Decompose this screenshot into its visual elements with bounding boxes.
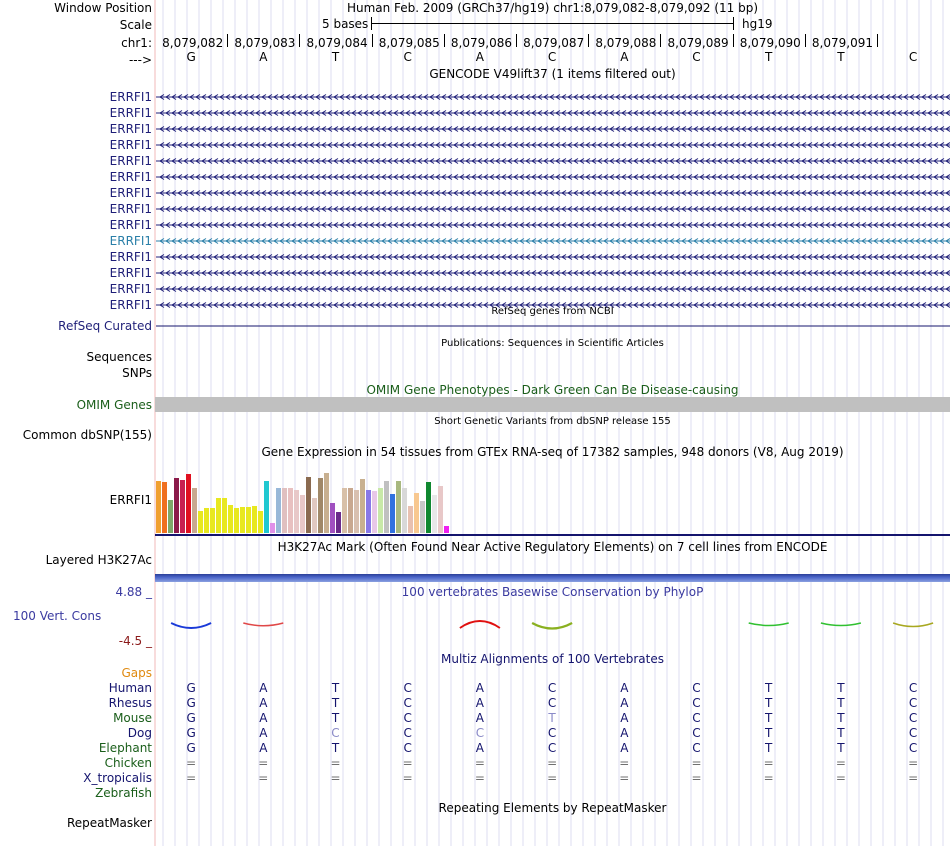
base-letter: G <box>186 50 196 64</box>
alignment-base: C <box>403 741 412 755</box>
alignment-base: = <box>330 771 341 785</box>
alignment-base: C <box>547 681 557 695</box>
alignment-base: = <box>691 771 702 785</box>
alignment-base: T <box>331 711 340 725</box>
phylop-mark <box>243 623 283 626</box>
alignment-base: = <box>186 756 197 770</box>
omim-label[interactable]: OMIM Genes <box>76 398 152 412</box>
alignment-base: = <box>474 756 485 770</box>
alignment-base: T <box>331 741 340 755</box>
sequences-label[interactable]: Sequences <box>86 350 152 364</box>
species-label[interactable]: Elephant <box>98 741 152 755</box>
alignment-base: G <box>186 696 196 710</box>
base-letter: C <box>692 50 701 64</box>
alignment-base: C <box>403 696 412 710</box>
alignment-base: = <box>474 771 485 785</box>
alignment-base: = <box>402 756 413 770</box>
alignment-base: = <box>908 771 919 785</box>
alignment-base: A <box>620 681 629 695</box>
base-letter: A <box>259 50 268 64</box>
alignment-base: A <box>475 741 484 755</box>
gencode-gene-label[interactable]: ERRFI1 <box>109 90 152 104</box>
position-label: 8,079,084 <box>306 36 368 50</box>
phylop-mark <box>893 623 933 627</box>
alignment-base: G <box>186 726 196 740</box>
alignment-base: = <box>258 756 269 770</box>
alignment-base: A <box>259 711 268 725</box>
alignment-base: T <box>331 696 340 710</box>
alignment-base: = <box>258 771 269 785</box>
dbsnp-label[interactable]: Common dbSNP(155) <box>22 428 152 442</box>
base-letter: C <box>403 50 412 64</box>
phylop-min-label: -4.5 _ <box>118 634 152 648</box>
alignment-base: G <box>186 681 196 695</box>
phylop-track-title[interactable]: 100 vertebrates Basewise Conservation by PhyloP <box>401 585 704 599</box>
alignment-base: = <box>619 756 630 770</box>
alignment-base: A <box>475 681 484 695</box>
species-label[interactable]: X_tropicalis <box>83 771 152 785</box>
alignment-base: T <box>837 696 845 710</box>
alignment-base: A <box>259 726 268 740</box>
omim-track-title[interactable]: OMIM Gene Phenotypes - Dark Green Can Be Disease-causing <box>366 383 739 397</box>
alignment-base: T <box>331 681 340 695</box>
position-label: 8,079,087 <box>523 36 585 50</box>
alignment-base: = <box>763 771 774 785</box>
base-letter: A <box>475 50 484 64</box>
base-letter: T <box>837 50 845 64</box>
alignment-base: A <box>620 711 629 725</box>
species-label[interactable]: Chicken <box>104 756 152 770</box>
phylop-label[interactable]: 100 Vert. Cons <box>13 609 102 623</box>
gencode-gene-label[interactable]: ERRFI1 <box>109 250 152 264</box>
gencode-gene-label[interactable]: ERRFI1 <box>109 218 152 232</box>
alignment-base: C <box>547 696 557 710</box>
alignment-base: = <box>835 771 846 785</box>
alignment-base: = <box>547 771 558 785</box>
alignment-base: G <box>186 711 196 725</box>
gencode-gene-label[interactable]: ERRFI1 <box>109 298 152 312</box>
phylop-mark <box>749 623 789 626</box>
position-label: 8,079,086 <box>450 36 512 50</box>
alignment-base: C <box>908 711 918 725</box>
alignment-base: T <box>837 726 845 740</box>
window-position-label: Window Position <box>54 1 152 15</box>
gencode-gene-label[interactable]: ERRFI1 <box>109 170 152 184</box>
species-label[interactable]: Zebrafish <box>95 786 152 800</box>
multiz-track-title[interactable]: Multiz Alignments of 100 Vertebrates <box>440 652 665 666</box>
chrom-label: chr1: <box>121 36 152 50</box>
gencode-gene-label[interactable]: ERRFI1 <box>109 122 152 136</box>
gencode-gene-label[interactable]: ERRFI1 <box>109 106 152 120</box>
alignment-base: = <box>691 756 702 770</box>
snps-label[interactable]: SNPs <box>122 366 152 380</box>
alignment-base: C <box>331 726 340 740</box>
species-label[interactable]: Human <box>108 681 152 695</box>
alignment-base: C <box>908 726 918 740</box>
alignment-base: = <box>402 771 413 785</box>
gencode-gene-label[interactable]: ERRFI1 <box>109 138 152 152</box>
alignment-base: A <box>475 696 484 710</box>
alignment-base: C <box>908 681 918 695</box>
alignment-base: T <box>765 741 773 755</box>
alignment-base: T <box>837 681 845 695</box>
alignment-base: A <box>259 696 268 710</box>
gencode-gene-label[interactable]: ERRFI1 <box>109 266 152 280</box>
alignment-base: = <box>763 756 774 770</box>
alignment-base: A <box>620 741 629 755</box>
position-label: 8,079,091 <box>811 36 873 50</box>
alignment-base: C <box>403 711 412 725</box>
species-label[interactable]: Rhesus <box>108 696 152 710</box>
position-label: 8,079,083 <box>234 36 296 50</box>
h3k27ac-label[interactable]: Layered H3K27Ac <box>45 553 152 567</box>
gencode-gene-label[interactable]: ERRFI1 <box>109 282 152 296</box>
alignment-base: A <box>259 681 268 695</box>
base-letter: T <box>765 50 773 64</box>
alignment-base: C <box>692 696 701 710</box>
alignment-base: G <box>186 741 196 755</box>
base-letter: C <box>547 50 557 64</box>
alignment-base: = <box>619 771 630 785</box>
alignment-base: C <box>692 726 701 740</box>
gencode-gene-label[interactable]: ERRFI1 <box>109 154 152 168</box>
alignment-base: T <box>548 711 556 725</box>
position-label: 8,079,089 <box>667 36 729 50</box>
gaps-label[interactable]: Gaps <box>121 666 152 680</box>
alignment-base: C <box>475 726 485 740</box>
alignment-base: T <box>837 711 845 725</box>
alignment-base: = <box>835 756 846 770</box>
repeatmasker-track-title[interactable]: Repeating Elements by RepeatMasker <box>438 801 667 815</box>
alignment-base: T <box>765 681 773 695</box>
alignment-base: T <box>837 741 845 755</box>
alignment-base: C <box>403 726 412 740</box>
gencode-gene-label[interactable]: ERRFI1 <box>109 186 152 200</box>
base-letter: A <box>620 50 629 64</box>
alignment-base: A <box>475 711 484 725</box>
repeatmasker-label[interactable]: RepeatMasker <box>66 816 152 830</box>
alignment-base: = <box>547 756 558 770</box>
position-label: 8,079,090 <box>739 36 801 50</box>
scale-text: 5 bases <box>322 17 369 31</box>
alignment-base: C <box>403 681 412 695</box>
gencode-gene-label[interactable]: ERRFI1 <box>109 234 152 248</box>
dbsnp-track-title[interactable]: Short Genetic Variants from dbSNP release 155 <box>434 416 671 427</box>
alignment-base: T <box>765 726 773 740</box>
alignment-base: A <box>620 696 629 710</box>
phylop-max-label: 4.88 _ <box>115 585 152 599</box>
alignment-base: = <box>186 771 197 785</box>
alignment-base: = <box>330 756 341 770</box>
strand-label: ---> <box>128 53 152 67</box>
alignment-base: C <box>908 741 918 755</box>
alignment-base: = <box>908 756 919 770</box>
alignment-base: C <box>692 711 701 725</box>
scale-label: Scale <box>119 18 152 32</box>
phylop-mark <box>171 623 211 628</box>
alignment-base: C <box>692 681 701 695</box>
phylop-mark <box>460 621 500 628</box>
gencode-gene-label[interactable]: ERRFI1 <box>109 202 152 216</box>
position-label: 8,079,085 <box>378 36 440 50</box>
phylop-mark <box>532 623 572 629</box>
alignment-base: C <box>908 696 918 710</box>
alignment-base: A <box>259 741 268 755</box>
position-title: Human Feb. 2009 (GRCh37/hg19) chr1:8,079,082-8,079,092 (11 bp) <box>346 1 759 15</box>
species-label[interactable]: Mouse <box>113 711 152 725</box>
base-letter: T <box>331 50 340 64</box>
alignment-base: C <box>692 741 701 755</box>
publications-track-title[interactable]: Publications: Sequences in Scientific Articles <box>441 338 664 349</box>
alignment-base: A <box>620 726 629 740</box>
gtex-gene-label[interactable]: ERRFI1 <box>109 493 152 507</box>
refseq-track-title[interactable]: RefSeq genes from NCBI <box>491 306 614 317</box>
h3k27ac-track-title[interactable]: H3K27Ac Mark (Often Found Near Active Regulatory Elements) on 7 cell lines from ENCODE <box>277 540 828 554</box>
gencode-track-title[interactable]: GENCODE V49lift37 (1 items filtered out) <box>429 67 676 81</box>
position-label: 8,079,082 <box>162 36 224 50</box>
alignment-base: T <box>765 711 773 725</box>
phylop-mark <box>821 623 861 626</box>
alignment-base: C <box>547 726 557 740</box>
position-label: 8,079,088 <box>595 36 657 50</box>
alignment-base: C <box>547 741 557 755</box>
species-label[interactable]: Dog <box>127 726 152 740</box>
gtex-track-title[interactable]: Gene Expression in 54 tissues from GTEx RNA-seq of 17382 samples, 948 donors (V8, Aug 2019) <box>261 445 844 459</box>
assembly-label: hg19 <box>742 17 773 31</box>
base-letter: C <box>908 50 918 64</box>
refseq-label[interactable]: RefSeq Curated <box>58 319 152 333</box>
alignment-base: T <box>765 696 773 710</box>
